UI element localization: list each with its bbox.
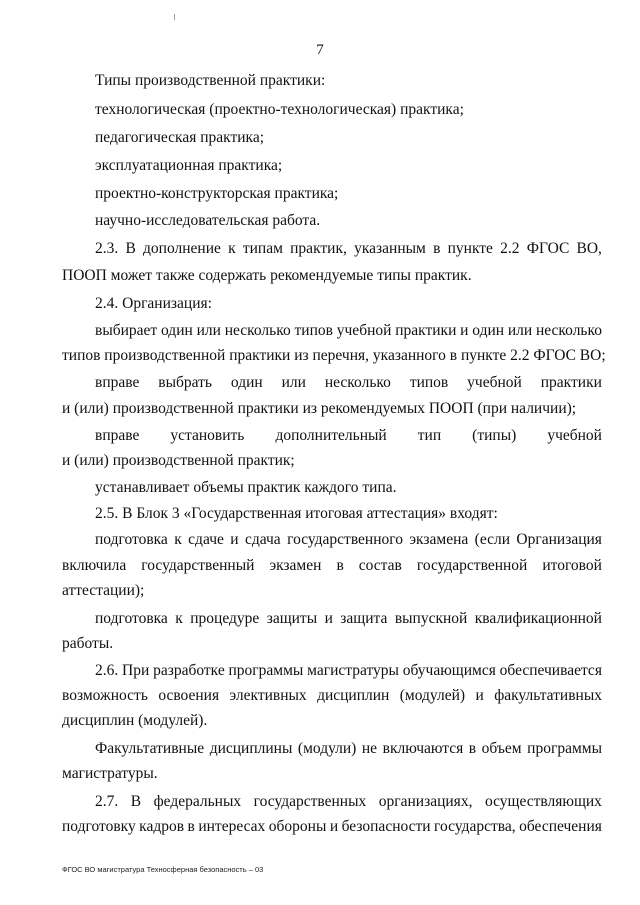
word: и (324, 610, 333, 627)
word: состав (358, 557, 402, 574)
word: магистратуры (307, 662, 399, 679)
word: итоговой (542, 557, 602, 574)
word: дополнение (143, 240, 221, 257)
page-footer: ФГОС ВО магистратура Техносферная безопасность – 03 (62, 865, 264, 874)
text-line: Типы производственной практики: (95, 72, 326, 89)
word: пункте (447, 240, 493, 257)
word: учебной (547, 427, 602, 444)
word: (типы) (472, 427, 517, 444)
word: и (475, 687, 484, 704)
word: дисциплины (209, 740, 293, 757)
word: включаются (382, 740, 464, 757)
word: Организация (516, 531, 602, 548)
word: в (336, 557, 344, 574)
word: установить (170, 427, 245, 444)
word: вправе (95, 427, 140, 444)
word: обучающимся (402, 662, 496, 679)
word: и (460, 322, 469, 339)
word: организациях, (378, 793, 473, 810)
word: типов (294, 322, 333, 339)
word: выбирает (95, 322, 158, 339)
word: Факультативные (95, 740, 205, 757)
word: ВО, (576, 240, 602, 257)
word: интересах (198, 818, 266, 835)
text-line: эксплуатационная практика; (95, 157, 283, 174)
justified-line (95, 609, 602, 629)
word: дисциплин (317, 687, 390, 704)
justified-line (95, 792, 602, 812)
text-line: проектно-конструкторская практика; (95, 185, 339, 202)
word: типов (409, 374, 449, 391)
word: государства, (434, 818, 516, 835)
word: программы (228, 662, 304, 679)
text-line: технологическая (проектно-технологическая) практика; (95, 101, 464, 118)
word: объем (481, 740, 522, 757)
word: При (122, 662, 150, 679)
word: несколько (535, 322, 602, 339)
word: включила (62, 557, 127, 574)
text-line: работы. (62, 635, 114, 652)
word: освоения (158, 687, 220, 704)
word: государственный (141, 557, 255, 574)
word: несколько (224, 322, 291, 339)
word: защиты (266, 610, 318, 627)
word: элективных (229, 687, 307, 704)
justified-line (95, 239, 602, 259)
justified-line (95, 373, 602, 393)
word: государственного (287, 531, 403, 548)
word: один (472, 322, 505, 339)
text-line: дисциплин (модулей). (62, 712, 208, 729)
word: учебной (467, 374, 522, 391)
word: 2.7. (95, 793, 119, 810)
justified-line (62, 686, 602, 706)
word: к (175, 610, 183, 627)
word: тип (417, 427, 442, 444)
word: вправе (95, 374, 140, 391)
word: экзамена (409, 531, 469, 548)
word: сдаче (188, 531, 224, 548)
word: В (125, 240, 136, 257)
word: практики (540, 374, 602, 391)
page-number: 7 (316, 42, 324, 58)
text-line: педагогическая практика; (95, 129, 265, 146)
word: (модулей) (399, 687, 466, 704)
word: в (187, 818, 195, 835)
justified-line (62, 556, 602, 576)
word: подготовка (95, 531, 168, 548)
word: учебной (336, 322, 392, 339)
text-line: аттестации); (62, 582, 145, 599)
word: возможность (62, 687, 148, 704)
word: или (281, 374, 306, 391)
word: экзамен (269, 557, 322, 574)
word: подготовку (62, 818, 136, 835)
word: выбрать (158, 374, 212, 391)
text-line: и (или) производственной практики из рекомендуемых ПООП (при наличии); (62, 400, 577, 417)
section-heading: 2.5. В Блок 3 «Государственная итоговая аттестация» входят: (95, 505, 498, 522)
word: не (361, 740, 378, 757)
word: кадров (139, 818, 185, 835)
word: несколько (324, 374, 391, 391)
word: указанным (354, 240, 426, 257)
word: в (468, 740, 477, 757)
word: факультативных (494, 687, 602, 704)
justified-line (95, 661, 602, 681)
word: к (228, 240, 236, 257)
word: (если (474, 531, 511, 548)
word: В (130, 793, 142, 810)
justified-line (95, 530, 602, 550)
justified-line (95, 426, 602, 446)
section-heading: 2.4. Организация: (95, 295, 212, 312)
word: сдача (244, 531, 281, 548)
word: осуществляющих (484, 793, 602, 810)
word: защита (340, 610, 388, 627)
word: практик, (290, 240, 347, 257)
word: практики (395, 322, 457, 339)
word: или (196, 322, 221, 339)
word: обеспечения (519, 818, 602, 835)
justified-line (95, 321, 602, 341)
text-line: устанавливает объемы практик каждого типа. (95, 479, 397, 496)
justified-line (62, 817, 602, 837)
word: (модули) (297, 740, 357, 757)
word: ФГОС (526, 240, 570, 257)
text-line: научно-исследовательская работа. (95, 212, 321, 229)
text-line: типов производственной практики из перечня, указанного в пункте 2.2 ФГОС ВО; (62, 347, 606, 364)
text-line: магистратуры. (62, 765, 158, 782)
word: государственной (416, 557, 528, 574)
word: к (174, 531, 182, 548)
word: один (161, 322, 193, 339)
word: выпускной (394, 610, 468, 627)
word: 2.6. (95, 662, 119, 679)
word: государственных (253, 793, 367, 810)
word: безопасности (341, 818, 431, 835)
word: 2.3. (95, 240, 119, 257)
word: квалификационной (474, 610, 602, 627)
word: и (230, 531, 239, 548)
word: подготовка (95, 610, 168, 627)
word: в (433, 240, 441, 257)
text-line: ПООП может также содержать рекомендуемые типы практик. (62, 267, 472, 284)
word: и (329, 818, 339, 835)
text-line: и (или) производственной практик; (62, 452, 295, 469)
word: обеспечивается (499, 662, 602, 679)
word: или (507, 322, 533, 339)
scan-mark (174, 14, 175, 20)
word: разработке (153, 662, 225, 679)
word: один (230, 374, 263, 391)
word: типам (242, 240, 283, 257)
word: 2.2 (500, 240, 520, 257)
justified-line (95, 739, 602, 759)
word: федеральных (153, 793, 242, 810)
word: обороны (268, 818, 327, 835)
word: процедуре (190, 610, 260, 627)
word: программы (527, 740, 602, 757)
word: дополнительный (275, 427, 387, 444)
